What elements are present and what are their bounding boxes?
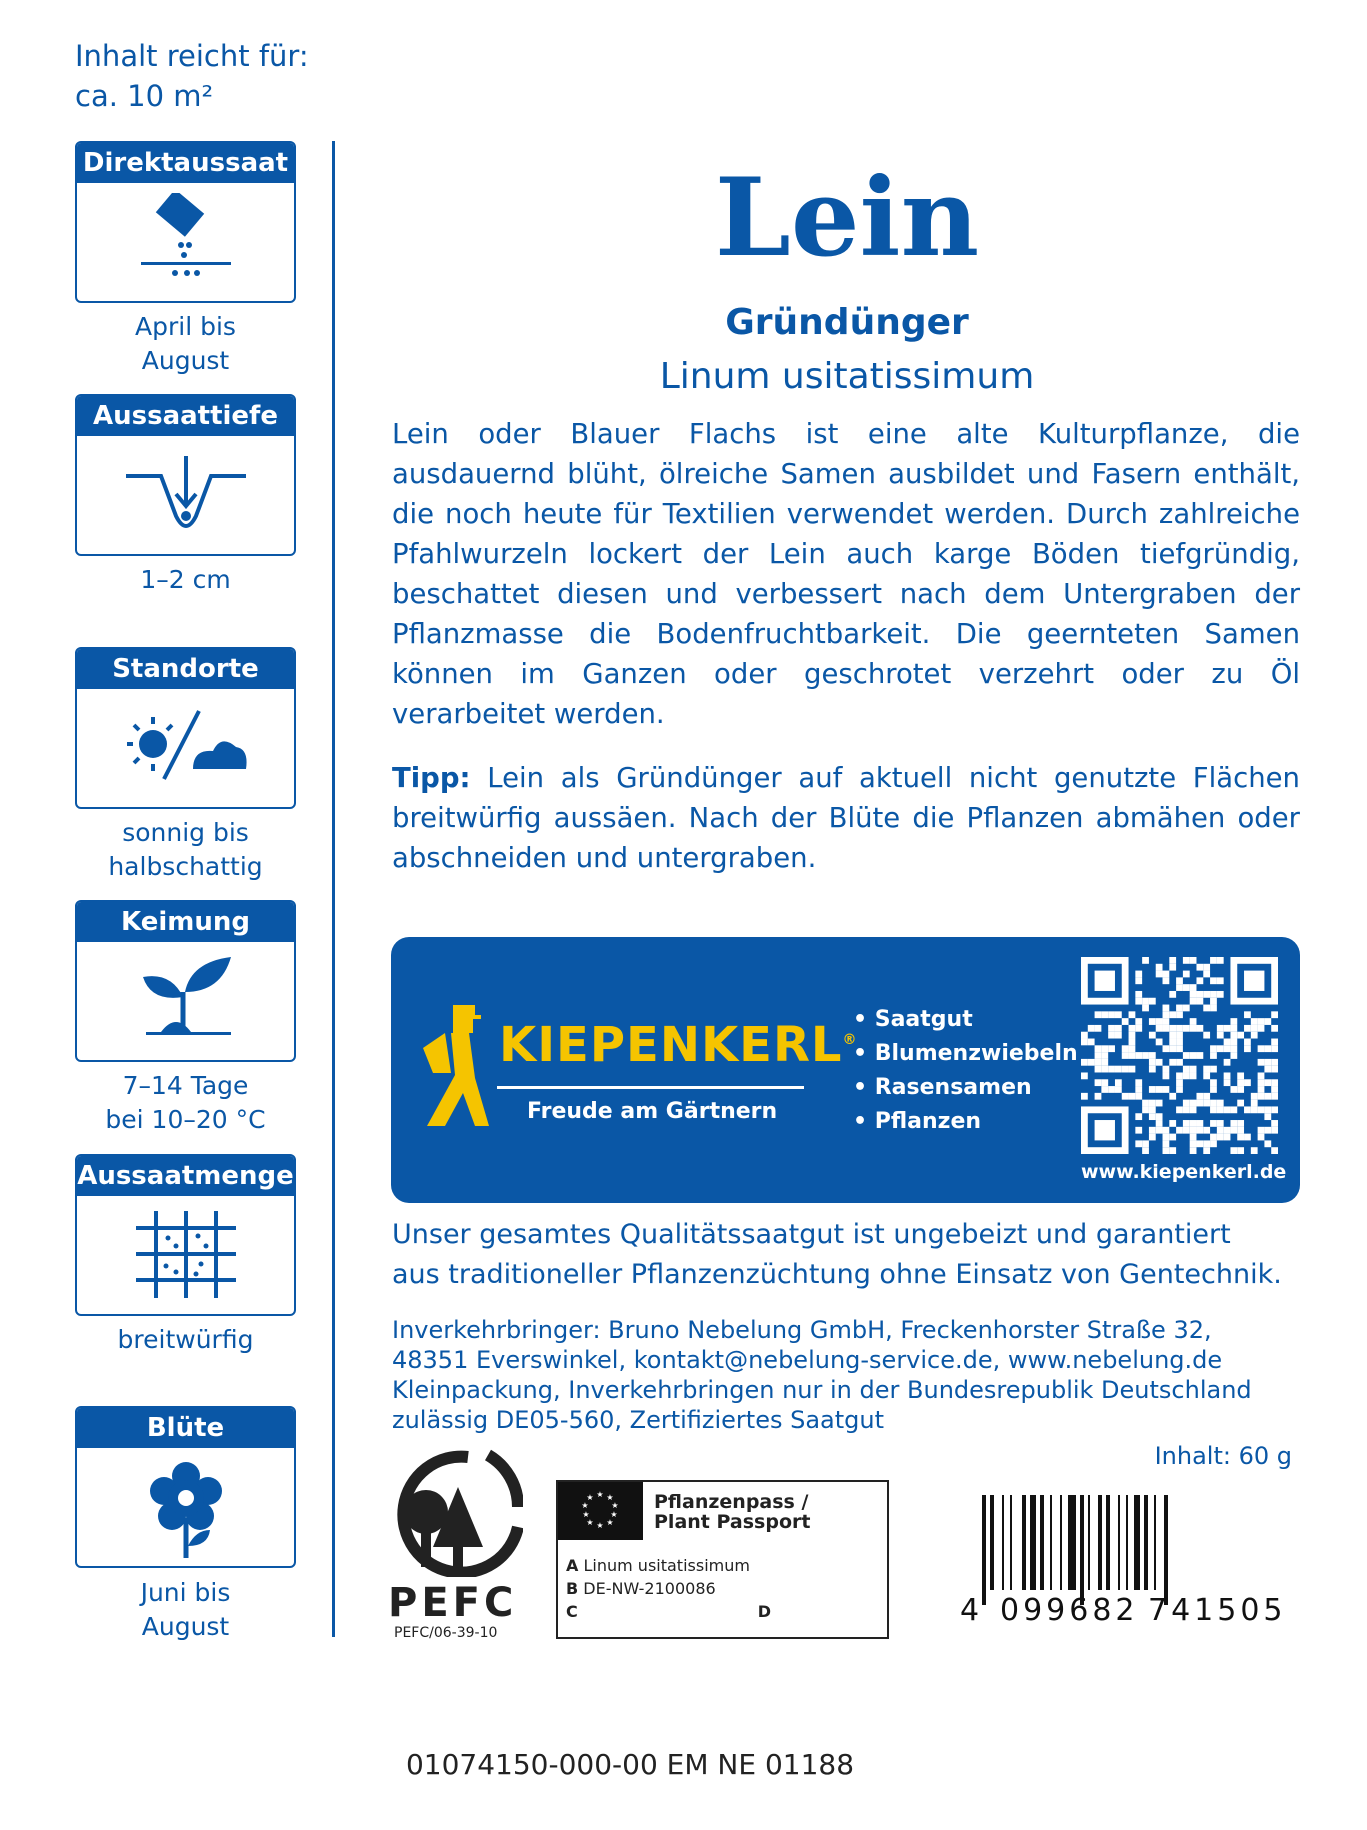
svg-text:★: ★ (596, 1521, 604, 1530)
brand-name (499, 1017, 858, 1073)
legal-line: Kleinpackung, Inverkehrbringen nur in der Bundesrepublik Deutschland (392, 1376, 1252, 1404)
flower-icon (126, 1458, 246, 1563)
row-key: D (757, 1602, 772, 1621)
svg-text:★: ★ (582, 1510, 590, 1519)
coverage-label: Inhalt reicht für: (75, 39, 309, 73)
sowing-depth-icon (121, 446, 251, 546)
fact-box-bluete (75, 1406, 296, 1568)
fact-line: August (141, 1612, 230, 1641)
quality-line: aus traditioneller Pflanzenzüchtung ohne Einsatz von Gentechnik. (392, 1259, 1282, 1290)
qr-code[interactable] (1081, 957, 1278, 1154)
barcode (960, 1495, 1290, 1640)
fact-box-aussaatmenge (75, 1154, 296, 1316)
row-value: Linum usitatissimum (583, 1556, 750, 1575)
coverage-value: ca. 10 m² (75, 79, 214, 113)
svg-text:★: ★ (586, 1518, 594, 1527)
fact-line: sonnig bis (122, 818, 249, 847)
fact-title: Aussaatmenge (77, 1156, 294, 1196)
fact-label (75, 1323, 296, 1357)
category-label: Rasensamen (874, 1075, 1032, 1100)
eu-flag-icon (558, 1482, 643, 1540)
tip (392, 758, 1300, 878)
brand-text: KIEPENKERL (499, 1017, 843, 1073)
article-code: 01074150-000-00 EM NE 01188 (405, 1748, 855, 1781)
passport-row-cd (566, 1600, 771, 1623)
fact-label (75, 310, 296, 378)
passport-row-b (566, 1577, 771, 1600)
pefc-logo (388, 1447, 528, 1641)
pefc-code: PEFC/06-39-10 (394, 1625, 498, 1641)
fact-title: Standorte (77, 649, 294, 689)
barcode-bars (982, 1495, 1284, 1605)
barcode-digits: 741505 (1148, 1593, 1287, 1628)
passport-title: Plant Passport (654, 1511, 811, 1533)
kiepenkerl-banner (391, 937, 1300, 1203)
category-item: • Rasensamen (853, 1075, 1032, 1100)
fact-label (75, 816, 296, 884)
fact-label (75, 563, 296, 597)
barcode-digit: 4 (960, 1593, 980, 1628)
sun-cloud-icon (121, 699, 251, 799)
svg-text:★: ★ (606, 1493, 614, 1502)
fact-title: Keimung (77, 902, 294, 942)
fact-label (75, 1069, 296, 1137)
svg-text:★: ★ (610, 1510, 618, 1519)
seed-bag-icon (131, 193, 241, 293)
fact-line: April bis (135, 312, 236, 341)
svg-text:★: ★ (581, 1501, 589, 1510)
fact-label (75, 1576, 296, 1644)
row-key: A (566, 1556, 579, 1575)
coverage-info (75, 36, 309, 116)
category-label: Saatgut (874, 1007, 973, 1032)
fact-line: breitwürfig (117, 1325, 254, 1354)
fact-title: Aussaattiefe (77, 396, 294, 436)
divider (332, 141, 335, 1637)
legal-line: 48351 Everswinkel, kontakt@nebelung-service.de, www.nebelung.de (392, 1346, 1223, 1374)
legal-line: Inverkehrbringer: Bruno Nebelung GmbH, Freckenhorster Straße 32, (392, 1316, 1212, 1344)
category-label: Pflanzen (874, 1109, 982, 1134)
fact-box-aussaattiefe (75, 394, 296, 556)
category-label: Blumenzwiebeln (874, 1041, 1078, 1066)
legal-line: zulässig DE05-560, Zertifiziertes Saatgut (392, 1406, 885, 1434)
fact-line: bei 10–20 °C (105, 1105, 266, 1134)
hiker-logo-icon (423, 1003, 493, 1128)
category-item: • Blumenzwiebeln (853, 1041, 1078, 1066)
row-key: B (566, 1579, 579, 1598)
fact-line: Juni bis (140, 1578, 231, 1607)
svg-text:★: ★ (596, 1490, 604, 1499)
pefc-wordmark: PEFC (388, 1580, 518, 1626)
tip-text: Lein als Gründünger auf aktuell nicht genutzte Flächen breitwürfig aussäen. Nach der Blüte die Pflanzen abmähen oder abschneiden und untergraben. (392, 762, 1300, 874)
product-description: Lein oder Blauer Flachs ist eine alte Kulturpflanze, die ausdauernd blüht, ölreiche Samen ausbildet und Fasern enthält, die noch heute für Textilien verwendet werden. Durch zahlreiche Pfahlwurzeln lockert der Lein auch karge Böden tiefgründig, beschattet diesen und verbessert nach dem Untergraben der Pflanzmasse die Bodenfruchtbarkeit. Die geernteten Samen können im Ganzen oder geschrotet verzehrt oder zu Öl verarbeitet werden. (392, 418, 1300, 730)
product-title: Lein (714, 155, 980, 281)
fact-line: 1–2 cm (140, 565, 231, 594)
brand-underline (497, 1086, 804, 1089)
category-item: • Saatgut (853, 1007, 973, 1032)
fact-box-direktaussaat (75, 141, 296, 303)
product-categories (853, 1003, 1078, 1139)
category-item: • Pflanzen (853, 1109, 982, 1134)
plant-passport (556, 1480, 889, 1639)
brand-slogan: Freude am Gärtnern (527, 1099, 778, 1124)
quality-line: Unser gesamtes Qualitätssaatgut ist ungebeizt und garantiert (392, 1219, 1231, 1250)
barcode-digits: 099682 (1000, 1593, 1139, 1628)
fact-title: Direktaussaat (77, 143, 294, 183)
fact-box-standorte (75, 647, 296, 809)
row-value: DE-NW-2100086 (583, 1579, 716, 1598)
fact-line: halbschattig (108, 852, 263, 881)
fact-line: 7–14 Tage (122, 1071, 249, 1100)
passport-row-a (566, 1554, 771, 1577)
svg-text:★: ★ (606, 1518, 614, 1527)
svg-text:★: ★ (611, 1501, 619, 1510)
product-subtitle: Gründünger (725, 302, 969, 343)
tip-label: Tipp: (392, 762, 471, 794)
fact-box-keimung (75, 900, 296, 1062)
legal-info (392, 1315, 1252, 1435)
pefc-trees-icon (388, 1447, 523, 1577)
latin-name: Linum usitatissimum (659, 356, 1035, 397)
fact-line: August (141, 346, 230, 375)
seedling-icon (121, 952, 251, 1052)
net-content: Inhalt: 60 g (1154, 1442, 1292, 1470)
fact-title: Blüte (77, 1408, 294, 1448)
grid-seeds-icon (126, 1206, 246, 1306)
passport-title: Pflanzenpass / (654, 1491, 809, 1513)
row-key: C (566, 1602, 578, 1621)
svg-text:★: ★ (586, 1493, 594, 1502)
quality-statement (392, 1215, 1282, 1295)
registered-mark: ® (842, 1032, 858, 1048)
website-link[interactable]: www.kiepenkerl.de (1081, 1161, 1287, 1183)
